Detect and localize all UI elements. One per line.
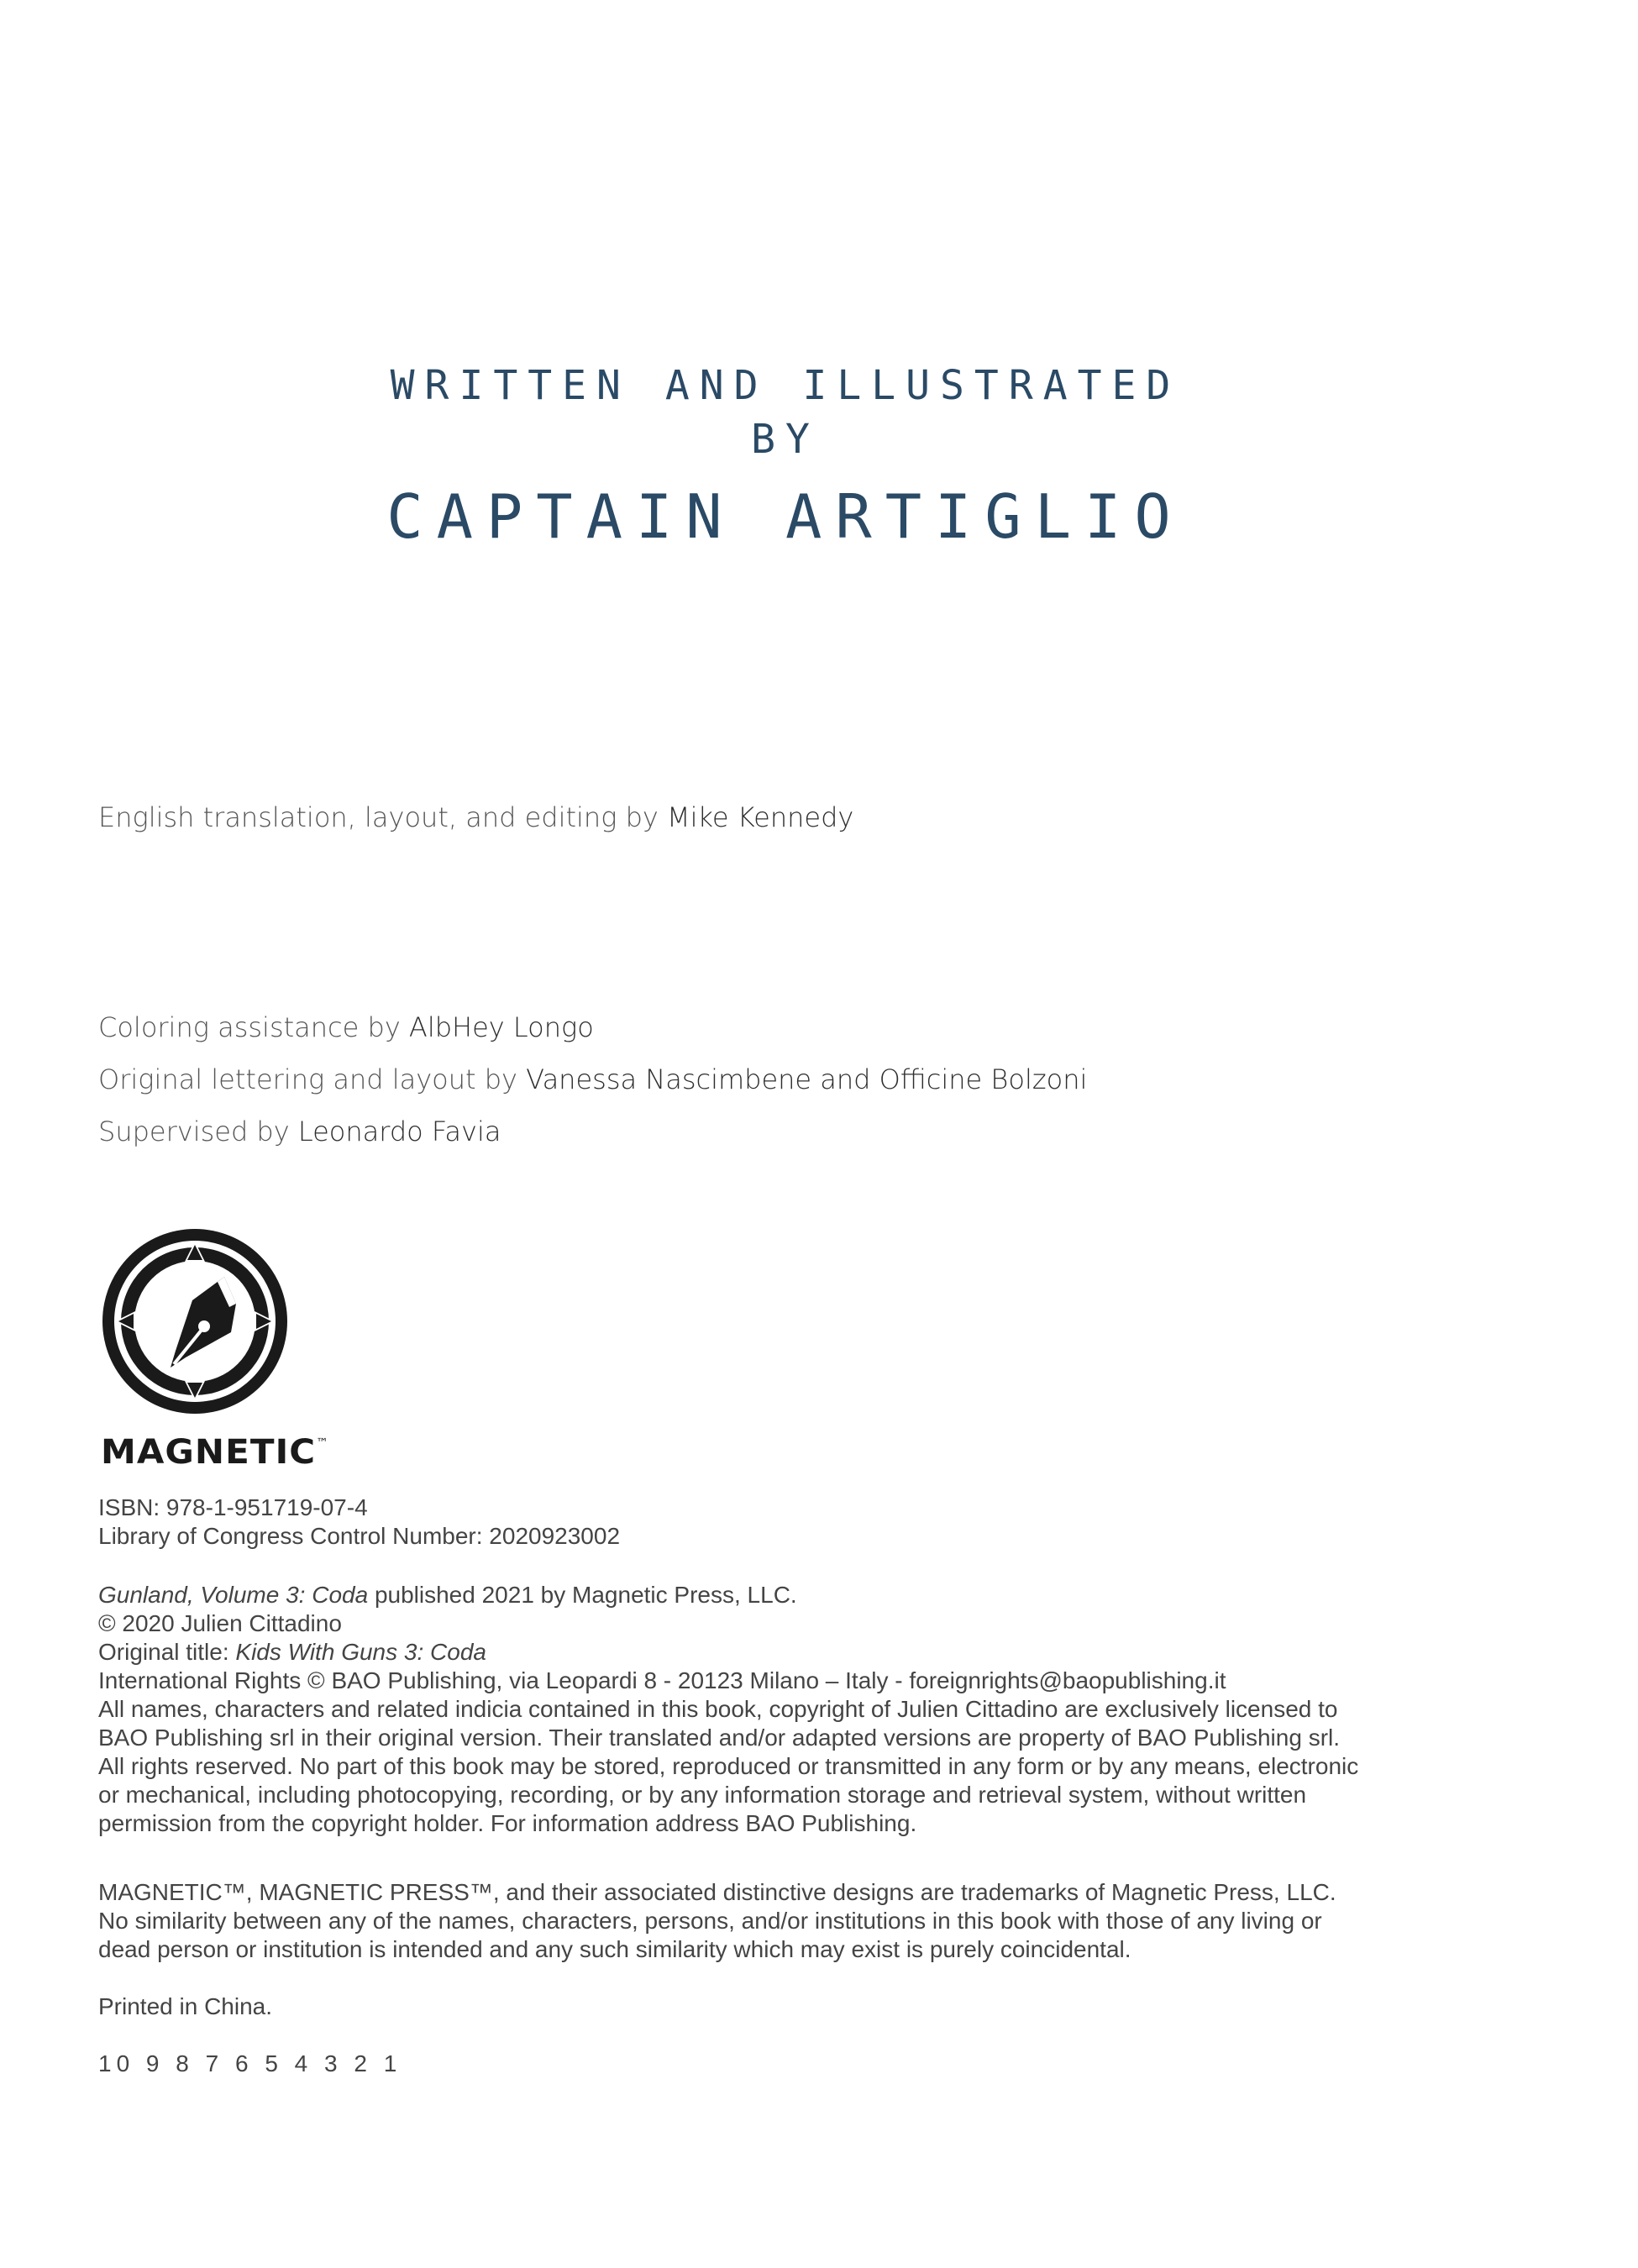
names-line-2: BAO Publishing srl in their original version. Their translated and/or adapted versions are property of BAO Publishing srl.	[98, 1725, 1341, 1751]
names-line-1: All names, characters and related indicia contained in this book, copyright of Julien Cittadino are exclusively licensed to	[98, 1696, 1338, 1722]
copyright-line: © 2020 Julien Cittadino	[98, 1610, 342, 1636]
lettering-credit	[98, 1063, 1087, 1095]
wordmark-text: MAGNETIC	[101, 1433, 317, 1472]
isbn-block	[98, 1494, 1409, 1551]
printed-in: Printed in China.	[98, 1993, 273, 2019]
credits-heading: WRITTEN AND ILLUSTRATED	[390, 362, 1181, 409]
rights-line-1: All rights reserved. No part of this book may be stored, reproduced or transmitted in any form or by any means, electronic	[98, 1753, 1359, 1779]
published-line	[98, 1581, 1409, 1609]
original-title-line	[98, 1638, 1409, 1667]
coloring-name: AlbHey Longo	[408, 1011, 594, 1043]
tm-line-2: No similarity between any of the names, characters, persons, and/or institutions in this book with those of any living or	[98, 1908, 1322, 1934]
author-name: CAPTAIN ARTIGLIO	[386, 481, 1184, 552]
translation-credit	[98, 801, 853, 833]
copyright-block	[98, 1581, 1409, 1838]
lettering-name: Vanessa Nascimbene and Officine Bolzoni	[526, 1063, 1088, 1095]
print-line: 10 9 8 7 6 5 4 3 2 1	[98, 2050, 402, 2076]
supervised-name: Leonardo Favia	[297, 1116, 501, 1147]
tm-line-3: dead person or institution is intended and any such similarity which may exist is purely coincidental.	[98, 1936, 1131, 1962]
fountain-pen-nib-compass-icon	[98, 1225, 291, 1418]
tm-line-1: MAGNETIC™, MAGNETIC PRESS™, and their associated distinctive designs are trademarks of Magnetic Press, LLC.	[98, 1879, 1336, 1905]
published-text: published 2021 by Magnetic Press, LLC.	[368, 1582, 797, 1608]
book-title: Gunland, Volume 3: Coda	[98, 1582, 369, 1608]
coloring-label: Coloring assistance by	[98, 1011, 409, 1043]
original-title: Kids With Guns 3: Coda	[235, 1639, 486, 1665]
intl-rights-line: International Rights © BAO Publishing, via Leopardi 8 - 20123 Milano – Italy - foreignrights@baopublishing.it	[98, 1667, 1226, 1693]
trademark-symbol: ™	[316, 1436, 329, 1450]
supervised-label: Supervised by	[98, 1116, 298, 1147]
translation-label: English translation, layout, and editing by	[98, 801, 667, 833]
supervised-credit	[98, 1116, 501, 1147]
translation-name: Mike Kennedy	[666, 801, 854, 833]
lettering-label: Original lettering and layout by	[98, 1063, 527, 1095]
loc-line: Library of Congress Control Number: 2020923002	[98, 1523, 621, 1549]
coloring-credit	[98, 1011, 594, 1043]
original-title-label: Original title:	[98, 1639, 236, 1665]
rights-line-3: permission from the copyright holder. For information address BAO Publishing.	[98, 1810, 917, 1836]
credits-by: BY	[751, 416, 820, 463]
trademark-block	[98, 1878, 1409, 1964]
isbn-line: ISBN: 978-1-951719-07-4	[98, 1494, 368, 1520]
rights-line-2: or mechanical, including photocopying, recording, or by any information storage and retrieval system, without written	[98, 1782, 1307, 1808]
magnetic-wordmark	[101, 1433, 329, 1472]
